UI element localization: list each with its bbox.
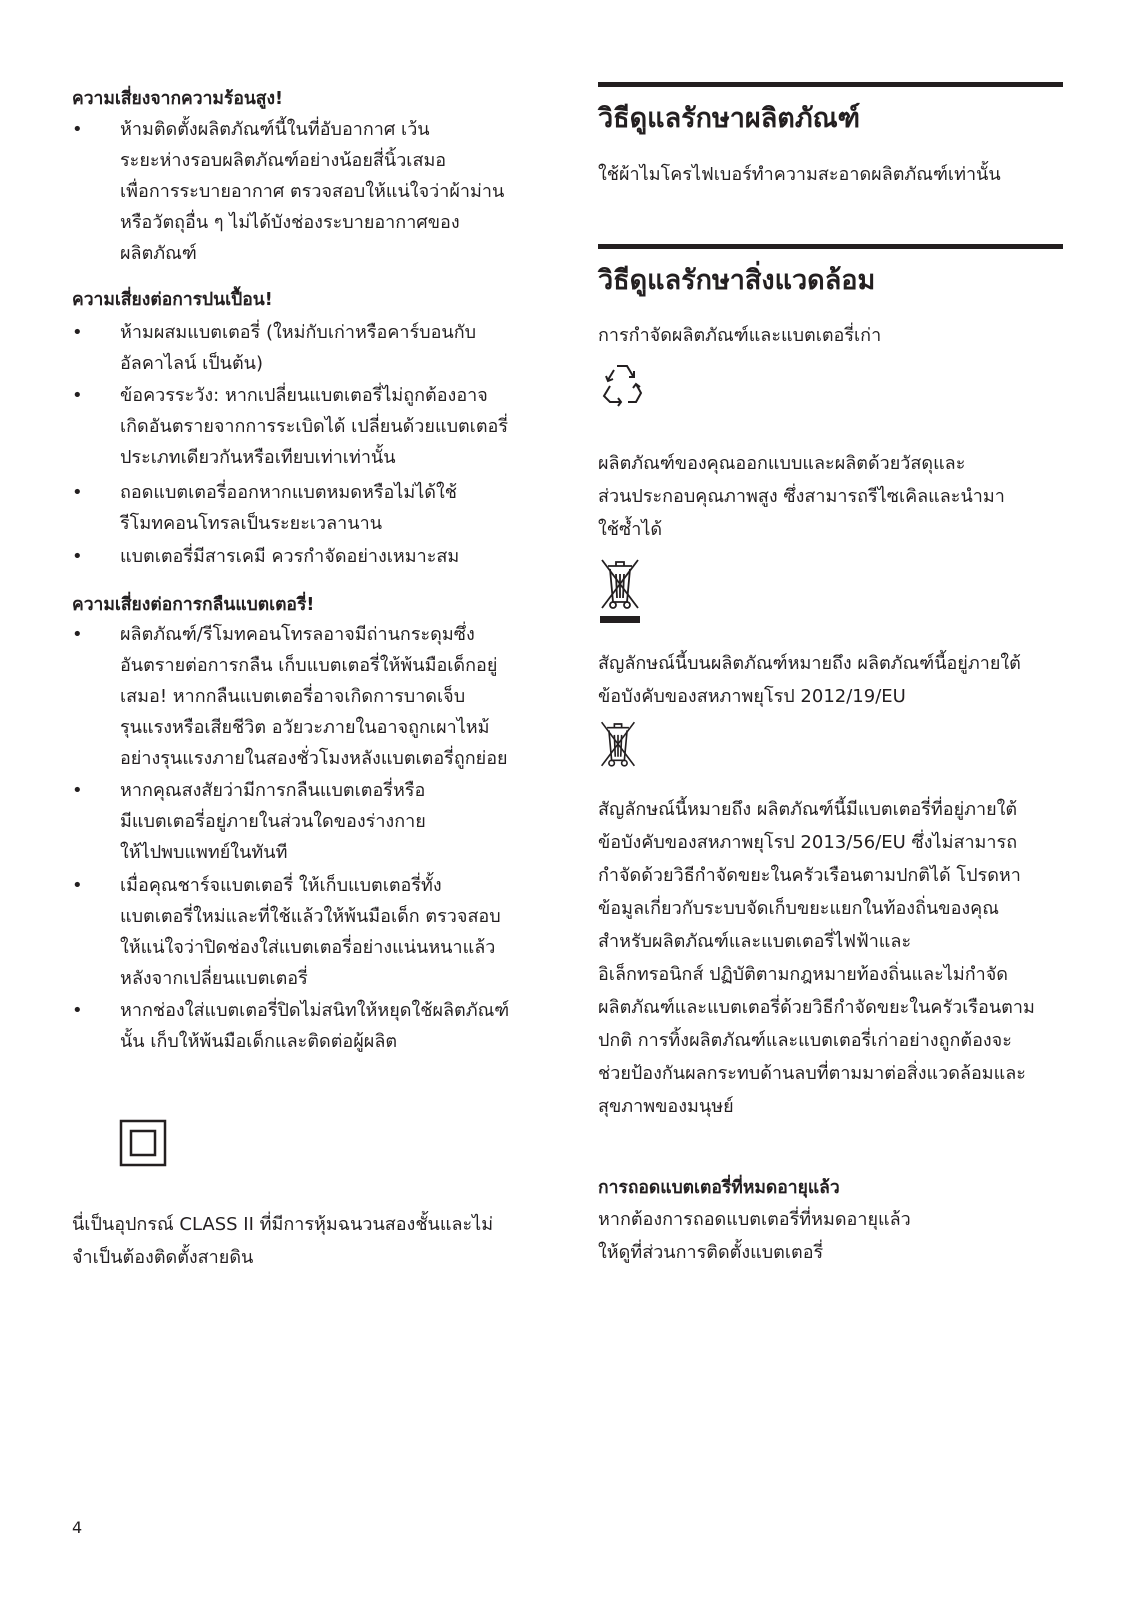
text-line: เสมอ! หากกลืนแบตเตอรี่อาจเกิดการบาดเจ็บ <box>120 686 466 707</box>
bullet: • <box>72 875 83 896</box>
text-line: สัญลักษณ์นี้บนผลิตภัณฑ์หมายถึง ผลิตภัณฑ์นี้อยู่ภายใต้ <box>598 653 1021 674</box>
text-line: สำหรับผลิตภัณฑ์และแบตเตอรี่ไฟฟ้าและ <box>598 931 912 952</box>
text-line: หากต้องการถอดแบตเตอรี่ที่หมดอายุแล้ว <box>598 1209 911 1230</box>
battery-crossed-bin-icon <box>598 718 638 770</box>
text-line: ห้ามผสมแบตเตอรี่ (ใหม่กับเก่าหรือคาร์บอนกับ <box>120 322 477 343</box>
list-item <box>72 477 542 539</box>
text-line: ให้ไปพบแพทย์ในทันที <box>120 842 288 863</box>
product-care-heading: วิธีดูแลรักษาผลิตภัณฑ์ <box>598 103 861 134</box>
list-item <box>72 317 542 379</box>
remove-battery-text <box>598 1203 911 1269</box>
text-line: ช่วยป้องกันผลกระทบด้านลบที่ตามมาต่อสิ่งแวดล้อมและ <box>598 1063 1026 1084</box>
text-line: ข้อบังคับของสหภาพยุโรป 2012/19/EU <box>598 686 906 707</box>
list-item <box>72 380 542 473</box>
text-line: ผลิตภัณฑ์ <box>120 243 197 264</box>
text-line: สัญลักษณ์นี้หมายถึง ผลิตภัณฑ์นี้มีแบตเตอรี่ที่อยู่ภายใต้ <box>598 799 1018 820</box>
weee-text <box>598 647 1021 713</box>
disposal-intro <box>598 319 881 352</box>
class-ii-double-insulation-icon <box>118 1118 168 1168</box>
list-item <box>72 114 542 269</box>
text-line: ใช้ซ้ำได้ <box>598 519 663 540</box>
text-line: ให้ดูที่ส่วนการติดตั้งแบตเตอรี่ <box>598 1242 824 1263</box>
text-line: ถอดแบตเตอรี่ออกหากแบตหมดหรือไม่ได้ใช้ <box>120 482 457 503</box>
product-care-text <box>598 158 1001 191</box>
text-line: ระยะห่างรอบผลิตภัณฑ์อย่างน้อยสี่นิ้วเสมอ <box>120 150 447 171</box>
text-line: ผลิตภัณฑ์ของคุณออกแบบและผลิตด้วยวัสดุและ <box>598 453 966 474</box>
text-line: เพื่อการระบายอากาศ ตรวจสอบให้แน่ใจว่าผ้าม่าน <box>120 181 505 202</box>
bullet: • <box>72 385 83 406</box>
text-line: หากคุณสงสัยว่ามีการกลืนแบตเตอรี่หรือ <box>120 780 426 801</box>
text-line: ใช้ผ้าไมโครไฟเบอร์ทำความสะอาดผลิตภัณฑ์เท่านั้น <box>598 164 1001 185</box>
text-line: อิเล็กทรอนิกส์ ปฏิบัติตามกฎหมายท้องถิ่นและไม่กำจัด <box>598 964 1008 985</box>
swallow-risk-heading: ความเสี่ยงต่อการกลืนแบตเตอรี่! <box>72 595 315 615</box>
bullet: • <box>72 546 83 567</box>
text-line: แบตเตอรี่มีสารเคมี ควรกำจัดอย่างเหมาะสม <box>120 546 460 567</box>
text-line: แบตเตอรี่ใหม่และที่ใช้แล้วให้พ้นมือเด็ก ตรวจสอบ <box>120 906 501 927</box>
page-number: 4 <box>72 1518 83 1537</box>
bullet: • <box>72 780 83 801</box>
text-line: หรือวัตถุอื่น ๆ ไม่ได้บังช่องระบายอากาศของ <box>120 212 460 233</box>
bullet: • <box>72 482 83 503</box>
text-line: จำเป็นต้องติดตั้งสายดิน <box>72 1247 254 1268</box>
text-line: เกิดอันตรายจากการระเบิดได้ เปลี่ยนด้วยแบตเตอรี่ <box>120 416 509 437</box>
text-line: กำจัดด้วยวิธีกำจัดขยะในครัวเรือนตามปกติได้ โปรดหา <box>598 865 1021 886</box>
text-line: ให้แน่ใจว่าปิดช่องใส่แบตเตอรี่อย่างแน่นหนาแล้ว <box>120 937 496 958</box>
text-line: หลังจากเปลี่ยนแบตเตอรี่ <box>120 968 308 989</box>
list-item <box>72 775 542 868</box>
text-line: ปกติ การทิ้งผลิตภัณฑ์และแบตเตอรี่เก่าอย่างถูกต้องจะ <box>598 1030 1012 1051</box>
text-line: สุขภาพของมนุษย์ <box>598 1096 734 1117</box>
list-item <box>72 995 542 1057</box>
text-line: ประเภทเดียวกันหรือเทียบเท่าเท่านั้น <box>120 447 396 468</box>
text-line: รีโมทคอนโทรลเป็นระยะเวลานาน <box>120 513 383 534</box>
text-line: อันตรายต่อการกลืน เก็บแบตเตอรี่ให้พ้นมือเด็กอยู่ <box>120 655 498 676</box>
text-line: ผลิตภัณฑ์/รีโมทคอนโทรลอาจมีถ่านกระดุมซึ่ง <box>120 624 475 645</box>
text-line: ข้อควรระวัง: หากเปลี่ยนแบตเตอรี่ไม่ถูกต้องอาจ <box>120 385 488 406</box>
bullet: • <box>72 624 83 645</box>
bullet: • <box>72 119 83 140</box>
text-line: ผลิตภัณฑ์และแบตเตอรี่ด้วยวิธีกำจัดขยะในครัวเรือนตาม <box>598 997 1035 1018</box>
text-line: การกำจัดผลิตภัณฑ์และแบตเตอรี่เก่า <box>598 325 882 346</box>
text-line: รุนแรงหรือเสียชีวิต อวัยวะภายในอาจถูกเผาไหม้ <box>120 717 490 738</box>
text-line: นี่เป็นอุปกรณ์ CLASS II ที่มีการหุ้มฉนวนสองชั้นและไม่ <box>72 1214 494 1235</box>
bullet: • <box>72 1000 83 1021</box>
weee-crossed-bin-with-bar-icon <box>598 556 642 628</box>
text-line: เมื่อคุณชาร์จแบตเตอรี่ ให้เก็บแบตเตอรี่ทั้ง <box>120 875 442 896</box>
text-line: อย่างรุนแรงภายในสองชั่วโมงหลังแบตเตอรี่ถูกย่อย <box>120 748 508 769</box>
environment-care-heading: วิธีดูแลรักษาสิ่งแวดล้อม <box>598 265 876 296</box>
text-line: ห้ามติดตั้งผลิตภัณฑ์นี้ในที่อับอากาศ เว้น <box>120 119 430 140</box>
section-divider <box>598 82 1063 87</box>
class-ii-note <box>72 1208 493 1274</box>
recycle-icon <box>598 360 646 408</box>
recycle-text <box>598 447 1005 546</box>
bullet: • <box>72 322 83 343</box>
text-line: นั้น เก็บให้พ้นมือเด็กและติดต่อผู้ผลิต <box>120 1031 398 1052</box>
text-line: อัลคาไลน์ เป็นต้น) <box>120 353 263 374</box>
text-line: ข้อบังคับของสหภาพยุโรป 2013/56/EU ซึ่งไม่สามารถ <box>598 832 1018 853</box>
battery-directive-text <box>598 793 1035 1123</box>
remove-battery-heading: การถอดแบตเตอรี่ที่หมดอายุแล้ว <box>598 1178 840 1198</box>
contamination-risk-heading: ความเสี่ยงต่อการปนเปื้อน! <box>72 290 273 310</box>
heat-risk-heading: ความเสี่ยงจากความร้อนสูง! <box>72 89 284 109</box>
text-line: หากช่องใส่แบตเตอรี่ปิดไม่สนิทให้หยุดใช้ผลิตภัณฑ์ <box>120 1000 510 1021</box>
list-item <box>72 619 542 774</box>
list-item <box>72 541 542 572</box>
section-divider <box>598 244 1063 249</box>
text-line: ส่วนประกอบคุณภาพสูง ซึ่งสามารถรีไซเคิลและนำมา <box>598 486 1005 507</box>
list-item <box>72 870 542 994</box>
text-line: ข้อมูลเกี่ยวกับระบบจัดเก็บขยะแยกในท้องถิ่นของคุณ <box>598 898 999 919</box>
text-line: มีแบตเตอรี่อยู่ภายในส่วนใดของร่างกาย <box>120 811 426 832</box>
